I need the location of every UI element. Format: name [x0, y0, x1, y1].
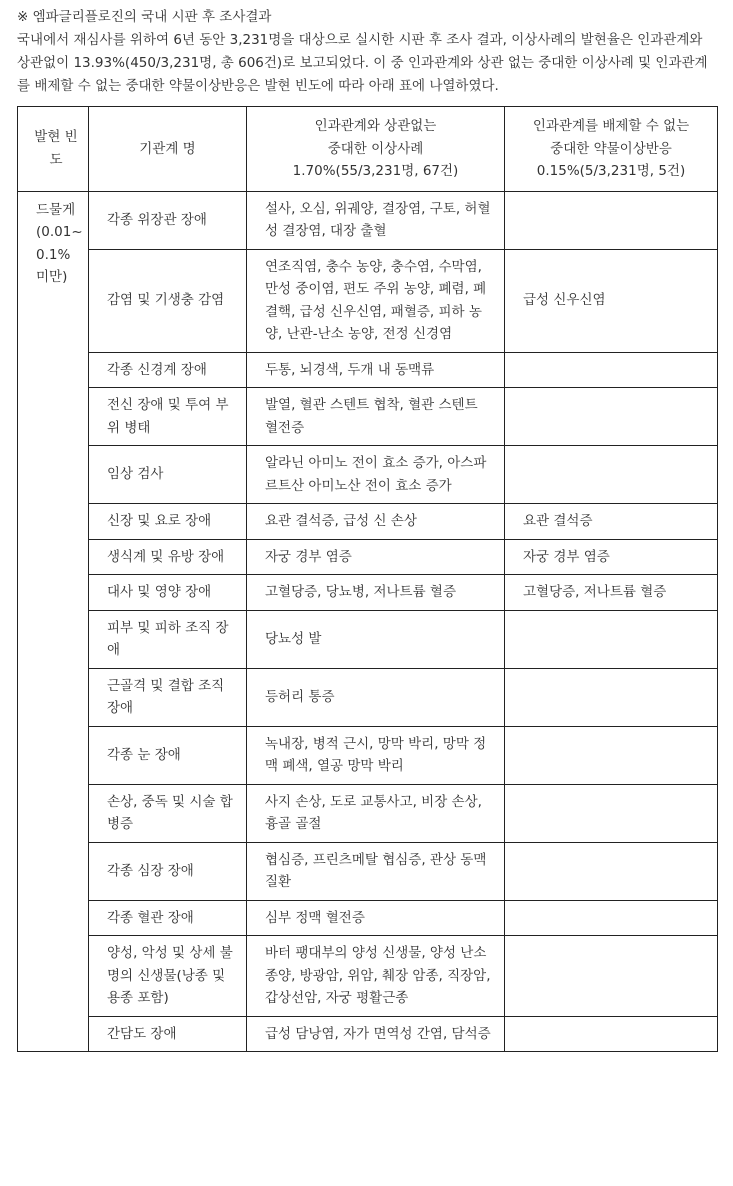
sadr-cell [505, 936, 718, 1017]
header-serious-adverse-events [247, 107, 505, 192]
header-sadr-line1: 인과관계를 배제할 수 없는 [532, 118, 690, 134]
intro-paragraph: 국내에서 재심사를 위하여 6년 동안 3,231명을 대상으로 실시한 시판 후 조사 결과, 이상사례의 발현율은 인과관계와 상관없이 13.93%(450/3,231명, 총 606건)로 보고되었다. 이 중 인과관계와 상관 없는 중대한 이상사례 및 인과관계를 배제할 수 없는 중대한 약물이상반응은 발현 빈도에 따라 아래 표에 나열하였다. [17, 32, 708, 94]
table-row [18, 539, 718, 575]
table-row [18, 575, 718, 611]
organ-cell: 근골격 및 결합 조직 장애 [89, 668, 247, 726]
header-frequency: 발현 빈도 [18, 107, 89, 192]
organ-cell: 생식계 및 유방 장애 [89, 539, 247, 575]
sadr-cell [505, 842, 718, 900]
organ-cell: 피부 및 피하 조직 장애 [89, 610, 247, 668]
sadr-cell [505, 900, 718, 936]
sadr-cell: 자궁 경부 염증 [505, 539, 718, 575]
sae-cell: 등허리 통증 [247, 668, 505, 726]
organ-cell: 대사 및 영양 장애 [89, 575, 247, 611]
table-row [18, 784, 718, 842]
sadr-cell: 고혈당증, 저나트륨 혈증 [505, 575, 718, 611]
table-row [18, 388, 718, 446]
sae-cell: 사지 손상, 도로 교통사고, 비장 손상, 흉골 골절 [247, 784, 505, 842]
sadr-cell: 요관 결석증 [505, 504, 718, 540]
organ-cell: 각종 신경계 장애 [89, 352, 247, 388]
sae-cell: 당뇨성 발 [247, 610, 505, 668]
sae-cell: 협심증, 프린츠메탈 협심증, 관상 동맥 질환 [247, 842, 505, 900]
sae-cell: 요관 결석증, 급성 신 손상 [247, 504, 505, 540]
header-serious-adverse-drug-reactions [505, 107, 718, 192]
organ-cell: 양성, 악성 및 상세 불명의 신생물(낭종 및 용종 포함) [89, 936, 247, 1017]
frequency-cell: 드물게 (0.01~ 0.1% 미만) [18, 191, 89, 1052]
table-row [18, 352, 718, 388]
organ-cell: 각종 심장 장애 [89, 842, 247, 900]
table-header-row [18, 107, 718, 192]
intro-note: ※ 엠파글리플로진의 국내 시판 후 조사결과 [17, 9, 272, 25]
sadr-cell [505, 726, 718, 784]
organ-cell: 각종 위장관 장애 [89, 191, 247, 249]
organ-cell: 전신 장애 및 투여 부위 병태 [89, 388, 247, 446]
sadr-cell [505, 784, 718, 842]
sae-cell: 자궁 경부 염증 [247, 539, 505, 575]
table-row [18, 936, 718, 1017]
sadr-cell [505, 610, 718, 668]
organ-cell: 신장 및 요로 장애 [89, 504, 247, 540]
sae-cell: 심부 정맥 혈전증 [247, 900, 505, 936]
sadr-cell [505, 352, 718, 388]
header-sae-line1: 인과관계와 상관없는 [314, 118, 437, 134]
table-row [18, 900, 718, 936]
sadr-cell: 급성 신우신염 [505, 249, 718, 352]
table-row [18, 446, 718, 504]
sae-cell: 녹내장, 병적 근시, 망막 박리, 망막 정맥 폐색, 열공 망막 박리 [247, 726, 505, 784]
table-row [18, 191, 718, 249]
organ-cell: 손상, 중독 및 시술 합병증 [89, 784, 247, 842]
organ-cell: 각종 눈 장애 [89, 726, 247, 784]
header-sae-line2: 중대한 이상사례 [327, 140, 424, 157]
sae-cell: 두통, 뇌경색, 두개 내 동맥류 [247, 352, 505, 388]
organ-cell: 각종 혈관 장애 [89, 900, 247, 936]
adverse-events-table [17, 106, 718, 1052]
table-row [18, 668, 718, 726]
sae-cell: 고혈당증, 당뇨병, 저나트륨 혈증 [247, 575, 505, 611]
sadr-cell [505, 446, 718, 504]
organ-cell: 임상 검사 [89, 446, 247, 504]
table-row [18, 842, 718, 900]
header-sae-line3: 1.70%(55/3,231명, 67건) [292, 163, 459, 179]
sae-cell: 바터 팽대부의 양성 신생물, 양성 난소 종양, 방광암, 위암, 췌장 암종, 직장암, 갑상선암, 자궁 평활근종 [247, 936, 505, 1017]
header-sadr-line3: 0.15%(5/3,231명, 5건) [536, 163, 686, 179]
organ-cell: 감염 및 기생충 감염 [89, 249, 247, 352]
sadr-cell [505, 191, 718, 249]
sadr-cell [505, 1016, 718, 1052]
table-row [18, 249, 718, 352]
sae-cell: 설사, 오심, 위궤양, 결장염, 구토, 허혈성 결장염, 대장 출혈 [247, 191, 505, 249]
sae-cell: 연조직염, 충수 농양, 충수염, 수막염, 만성 중이염, 편도 주위 농양, 폐렴, 폐결핵, 급성 신우신염, 패혈증, 피하 농양, 난관-난소 농양, 전정 신경염 [247, 249, 505, 352]
sadr-cell [505, 388, 718, 446]
sadr-cell [505, 668, 718, 726]
organ-cell: 간담도 장애 [89, 1016, 247, 1052]
table-row [18, 610, 718, 668]
intro-section [0, 0, 733, 98]
header-organ: 기관계 명 [89, 107, 247, 192]
sae-cell: 알라닌 아미노 전이 효소 증가, 아스파르트산 아미노산 전이 효소 증가 [247, 446, 505, 504]
table-row [18, 726, 718, 784]
sae-cell: 급성 담낭염, 자가 면역성 간염, 담석증 [247, 1016, 505, 1052]
sae-cell: 발열, 혈관 스텐트 협착, 혈관 스텐트 혈전증 [247, 388, 505, 446]
header-sadr-line2: 중대한 약물이상반응 [550, 140, 672, 157]
table-row [18, 1016, 718, 1052]
table-row [18, 504, 718, 540]
